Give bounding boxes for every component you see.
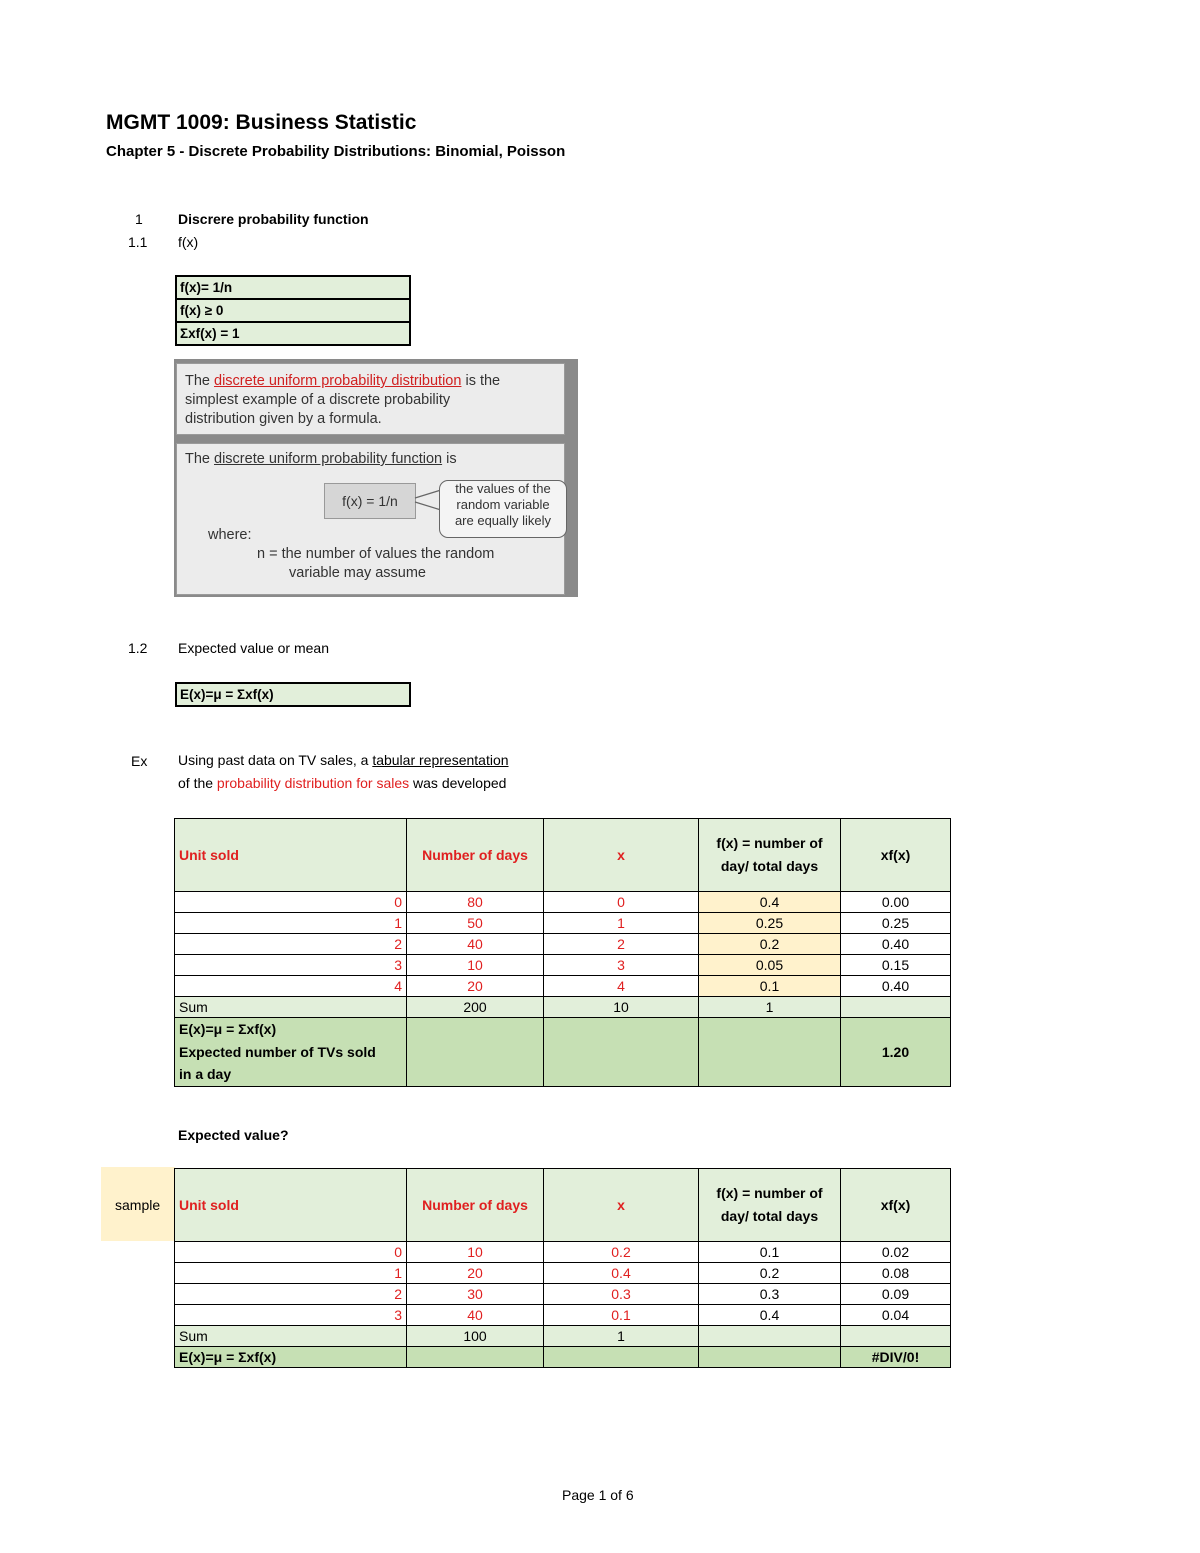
table-cell: 10 bbox=[407, 955, 544, 976]
table-cell: 3 bbox=[175, 955, 407, 976]
example-line-2 bbox=[178, 775, 506, 791]
section-1-2-number: 1.2 bbox=[128, 640, 148, 656]
formula-row: E(x)=μ = Σxf(x) bbox=[180, 687, 274, 702]
slide-text: is the bbox=[461, 373, 501, 389]
expected-value-cell: 1.20 bbox=[841, 1018, 951, 1087]
table-row bbox=[175, 1284, 951, 1305]
slide-text: distribution given by a formula. bbox=[185, 411, 382, 427]
table-row bbox=[175, 955, 951, 976]
table-cell: 0.02 bbox=[841, 1242, 951, 1263]
table-cell bbox=[699, 1018, 841, 1087]
table-cell: 0.25 bbox=[699, 913, 841, 934]
table-cell: 0 bbox=[544, 892, 699, 913]
sample-table bbox=[174, 1168, 951, 1368]
table-cell: 1 bbox=[544, 913, 699, 934]
section-1-1-label: f(x) bbox=[178, 234, 199, 250]
table-cell: 4 bbox=[544, 976, 699, 997]
expected-row bbox=[175, 1347, 951, 1368]
expected-label-line: E(x)=μ = Σxf(x) bbox=[179, 1021, 277, 1038]
table-cell bbox=[544, 1347, 699, 1368]
table-cell: 30 bbox=[407, 1284, 544, 1305]
tv-sales-table bbox=[174, 818, 951, 1087]
table-cell bbox=[699, 1326, 841, 1347]
page-title: MGMT 1009: Business Statistic bbox=[106, 111, 417, 134]
callout-line: random variable bbox=[456, 497, 550, 512]
slide-link-distribution: discrete uniform probability distribution bbox=[214, 373, 462, 389]
table-cell: 10 bbox=[407, 1242, 544, 1263]
sum-row bbox=[175, 1326, 951, 1347]
table-cell: 0.4 bbox=[699, 892, 841, 913]
table-cell: 0.3 bbox=[544, 1284, 699, 1305]
section-1-1-number: 1.1 bbox=[128, 234, 148, 250]
table-row bbox=[175, 934, 951, 955]
table-cell: 200 bbox=[407, 997, 544, 1018]
example-text: was developed bbox=[409, 775, 507, 791]
table-cell: E(x)=μ = Σxf(x) bbox=[175, 1347, 407, 1368]
table-cell bbox=[544, 1018, 699, 1087]
table-row bbox=[175, 892, 951, 913]
sample-label: sample bbox=[115, 1197, 161, 1213]
example-text: of the bbox=[178, 775, 217, 791]
table-cell: 1 bbox=[175, 1263, 407, 1284]
table-cell: 0.40 bbox=[841, 976, 951, 997]
slide-text: n = the number of values the random bbox=[257, 546, 495, 562]
table-cell: 40 bbox=[407, 1305, 544, 1326]
col-header-number-of-days: Number of days bbox=[407, 1169, 544, 1242]
table-row bbox=[175, 1263, 951, 1284]
page-number: Page 1 of 6 bbox=[562, 1487, 634, 1503]
table-cell: 0.08 bbox=[841, 1263, 951, 1284]
sum-row bbox=[175, 997, 951, 1018]
table-cell: 0.25 bbox=[841, 913, 951, 934]
table-cell: Sum bbox=[175, 997, 407, 1018]
table-cell bbox=[699, 1347, 841, 1368]
col-header-xfx: xf(x) bbox=[841, 819, 951, 892]
col-header-x: x bbox=[544, 1169, 699, 1242]
slide-panel-function bbox=[176, 443, 565, 595]
table-cell: 0 bbox=[175, 892, 407, 913]
slide-link-function: discrete uniform probability function bbox=[214, 451, 443, 467]
table-cell: 0.4 bbox=[699, 1305, 841, 1326]
table-cell: 2 bbox=[175, 1284, 407, 1305]
table-cell: 2 bbox=[175, 934, 407, 955]
section-1-2-label: Expected value or mean bbox=[178, 640, 329, 656]
slide-text: The bbox=[185, 451, 215, 467]
table-cell: 0.40 bbox=[841, 934, 951, 955]
slide-text: The bbox=[185, 373, 215, 389]
table-row bbox=[175, 1242, 951, 1263]
formula-box-pmf bbox=[175, 275, 411, 346]
col-header-fx: f(x) = number of day/ total days bbox=[699, 819, 841, 892]
table-cell: 0.05 bbox=[699, 955, 841, 976]
formula-box-expected bbox=[175, 682, 411, 707]
col-header-unit-sold: Unit sold bbox=[175, 1169, 407, 1242]
chapter-subtitle: Chapter 5 - Discrete Probability Distributions: Binomial, Poisson bbox=[106, 143, 566, 160]
table-cell bbox=[841, 1326, 951, 1347]
table-cell: 20 bbox=[407, 976, 544, 997]
table-cell: 0.2 bbox=[544, 1242, 699, 1263]
table-cell: 50 bbox=[407, 913, 544, 934]
table-cell: 0.09 bbox=[841, 1284, 951, 1305]
table-cell: 0.04 bbox=[841, 1305, 951, 1326]
slide-text: simplest example of a discrete probability bbox=[185, 392, 451, 408]
formula-row: f(x) ≥ 0 bbox=[177, 300, 409, 323]
table-cell: 1 bbox=[699, 997, 841, 1018]
table-cell: 40 bbox=[407, 934, 544, 955]
table-cell: 0.15 bbox=[841, 955, 951, 976]
slide-text: is bbox=[442, 451, 457, 467]
table-cell: 1 bbox=[544, 1326, 699, 1347]
col-header-unit-sold: Unit sold bbox=[175, 819, 407, 892]
table-cell: 3 bbox=[175, 1305, 407, 1326]
table-cell bbox=[407, 1018, 544, 1087]
uniform-distribution-slide bbox=[174, 359, 578, 597]
col-header-fx: f(x) = number of day/ total days bbox=[699, 1169, 841, 1242]
table-cell: 0.1 bbox=[699, 976, 841, 997]
table-row bbox=[175, 976, 951, 997]
table-cell: 0.1 bbox=[699, 1242, 841, 1263]
callout-bubble bbox=[439, 480, 567, 538]
table-cell bbox=[841, 997, 951, 1018]
table-cell: 0.2 bbox=[699, 1263, 841, 1284]
table-cell: 0.4 bbox=[544, 1263, 699, 1284]
example-tag: Ex bbox=[131, 753, 148, 769]
table-cell: 2 bbox=[544, 934, 699, 955]
table-cell: 4 bbox=[175, 976, 407, 997]
table-cell: 0.1 bbox=[544, 1305, 699, 1326]
table-cell: 100 bbox=[407, 1326, 544, 1347]
table-cell: 3 bbox=[544, 955, 699, 976]
formula-row: Σxf(x) = 1 bbox=[180, 326, 240, 341]
col-header-number-of-days: Number of days bbox=[407, 819, 544, 892]
section-1-label: Discrere probability function bbox=[178, 211, 369, 227]
table-cell: 0.2 bbox=[699, 934, 841, 955]
table-cell: Sum bbox=[175, 1326, 407, 1347]
table-cell bbox=[407, 1347, 544, 1368]
expected-label-cell bbox=[175, 1018, 407, 1087]
example-underlined-text: tabular representation bbox=[372, 752, 509, 768]
table-cell: 80 bbox=[407, 892, 544, 913]
expected-row bbox=[175, 1018, 951, 1087]
slide-panel-definition bbox=[176, 363, 565, 435]
table-cell: 0.00 bbox=[841, 892, 951, 913]
table-cell: 20 bbox=[407, 1263, 544, 1284]
table-cell: 0.3 bbox=[699, 1284, 841, 1305]
table-cell: 10 bbox=[544, 997, 699, 1018]
expected-label-line: Expected number of TVs sold bbox=[179, 1043, 376, 1060]
example-text: Using past data on TV sales, a bbox=[178, 752, 373, 768]
table-cell: 0 bbox=[175, 1242, 407, 1263]
table-row bbox=[175, 1305, 951, 1326]
callout-line: the values of the bbox=[455, 481, 551, 496]
col-header-x: x bbox=[544, 819, 699, 892]
expected-value-cell: #DIV/0! bbox=[841, 1347, 951, 1368]
formula-row: f(x)= 1/n bbox=[177, 277, 409, 300]
slide-text: variable may assume bbox=[289, 565, 426, 581]
table-row bbox=[175, 913, 951, 934]
example-red-text: probability distribution for sales bbox=[216, 775, 410, 791]
slide-text: where: bbox=[208, 527, 252, 543]
formula-fx: f(x) = 1/n bbox=[324, 483, 416, 519]
callout-line: are equally likely bbox=[454, 513, 552, 528]
example-line-1 bbox=[178, 752, 509, 768]
table-cell: 1 bbox=[175, 913, 407, 934]
section-1-number: 1 bbox=[135, 211, 143, 227]
expected-value-question: Expected value? bbox=[178, 1127, 289, 1143]
expected-label-line: in a day bbox=[179, 1066, 232, 1083]
col-header-xfx: xf(x) bbox=[841, 1169, 951, 1242]
